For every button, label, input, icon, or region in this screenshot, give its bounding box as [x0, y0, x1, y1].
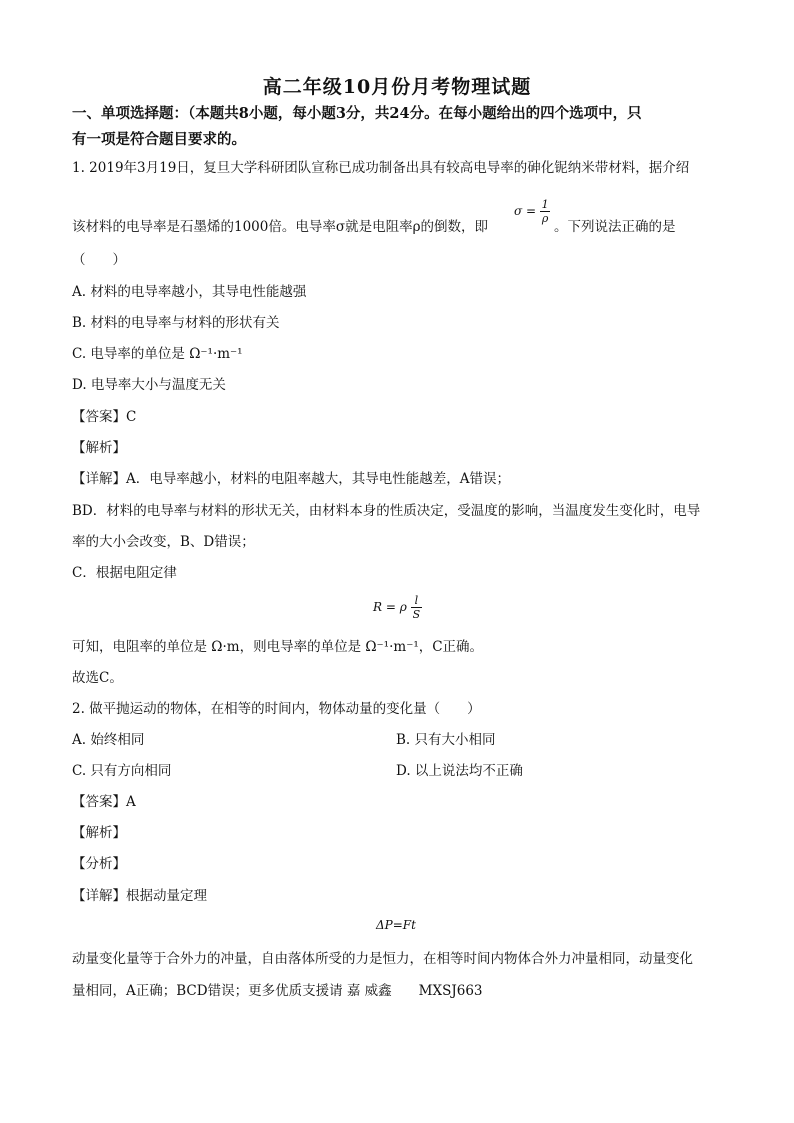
q2-option-b: B. 只有大小相同: [396, 732, 496, 748]
law-den: S: [412, 608, 421, 621]
q2-detail-line1: 【详解】根据动量定理: [72, 888, 207, 904]
q1-answer: 【答案】C: [72, 409, 137, 425]
q1-stem-line1: 1. 2019年3月19日，复旦大学科研团队宣称已成功制备出具有较高电导率的砷化铌纳米带材料，据介绍: [72, 160, 690, 176]
q1-detail-line6: 故选C。: [72, 670, 123, 686]
q2-stem: 2. 做平抛运动的物体，在相等的时间内，物体动量的变化量（ ）: [72, 701, 481, 717]
q2-option-d: D. 以上说法均不正确: [396, 763, 523, 779]
q1-sigma-formula: [514, 198, 550, 225]
q1-analysis-label: 【解析】: [72, 440, 126, 456]
q1-option-b: B. 材料的电导率与材料的形状有关: [72, 315, 280, 331]
q1-formula-den: ρ: [541, 212, 549, 225]
q1-option-d: D. 电导率大小与温度无关: [72, 377, 226, 393]
law-num: l: [414, 594, 419, 607]
law-lhs: R = ρ: [373, 600, 407, 614]
q1-option-c: C. 电导率的单位是 Ω⁻¹·m⁻¹: [72, 346, 243, 362]
q1-formula-fraction: [540, 198, 550, 225]
q2-option-a: A. 始终相同: [72, 732, 145, 748]
q2-fenxi-label: 【分析】: [72, 856, 126, 872]
section-heading-line2: 有一项是符合题目要求的。: [72, 131, 246, 148]
q1-formula-lhs: σ =: [514, 204, 537, 218]
q1-detail-line4: C．根据电阻定律: [72, 565, 177, 581]
q1-detail-line1: 【详解】A．电导率越小，材料的电阻率越大，其导电性能越差，A错误；: [72, 471, 510, 487]
section-heading-line1: 一、单项选择题：（本题共8小题，每小题3分，共24分。在每小题给出的四个选项中，只: [72, 105, 642, 122]
q2-option-c: C. 只有方向相同: [72, 763, 172, 779]
law-fraction: [411, 594, 423, 621]
page-title: 高二年级10月份月考物理试题: [262, 76, 532, 98]
momentum-theorem-formula: ΔP=Ft: [376, 918, 416, 932]
q1-stem-line2: 该材料的电导率是石墨烯的1000倍。电导率σ就是电阻率ρ的倒数，即: [72, 219, 489, 235]
q1-detail-line2: BD．材料的电导率与材料的形状无关，由材料本身的性质决定，受温度的影响，当温度发生变化时，电导: [72, 503, 701, 519]
resistance-law-formula: [373, 594, 422, 621]
q2-detail-line3: 量相同，A正确；BCD错误；更多优质支援请 嘉 威鑫 MXSJ663: [72, 983, 483, 999]
q1-detail-line5: 可知，电阻率的单位是 Ω·m，则电导率的单位是 Ω⁻¹·m⁻¹，C正确。: [72, 639, 484, 655]
q1-formula-num: 1: [541, 198, 549, 211]
q1-answer-paren: （ ）: [72, 252, 126, 268]
q1-stem-line2-tail: 。下列说法正确的是: [554, 219, 676, 235]
q1-option-a: A. 材料的电导率越小，其导电性能越强: [72, 284, 307, 300]
q1-detail-line3: 率的大小会改变，B、D错误；: [72, 534, 255, 550]
q2-answer: 【答案】A: [72, 794, 136, 810]
q2-analysis-label: 【解析】: [72, 825, 126, 841]
q2-detail-line2: 动量变化量等于合外力的冲量，自由落体所受的力是恒力，在相等时间内物体合外力冲量相同，动量变化: [72, 951, 693, 967]
